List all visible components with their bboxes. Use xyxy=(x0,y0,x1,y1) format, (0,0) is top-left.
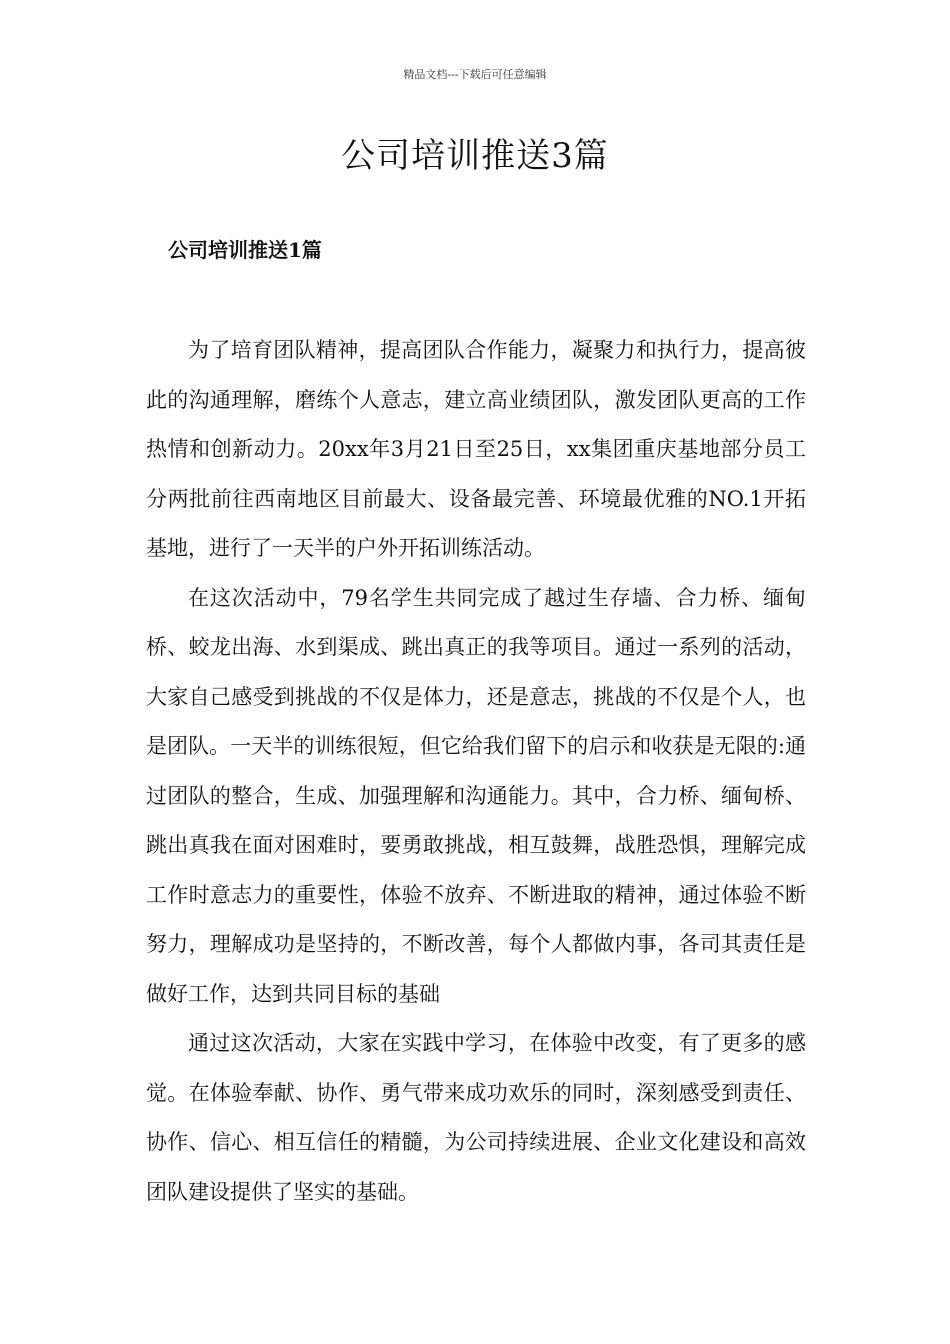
document-body xyxy=(146,326,806,1217)
body-paragraph: 在这次活动中，79名学生共同完成了越过生存墙、合力桥、缅甸桥、蛟龙出海、水到渠成、跳出真正的我等项目。通过一系列的活动，大家自己感受到挑战的不仅是体力，还是意志，挑战的不仅是个人，也是团队。一天半的训练很短，但它给我们留下的启示和收获是无限的:通过团队的整合，生成、加强理解和沟通能力。其中，合力桥、缅甸桥、跳出真我在面对困难时，要勇敢挑战，相互鼓舞，战胜恐惧，理解完成工作时意志力的重要性，体验不放弃、不断进取的精神，通过体验不断努力，理解成功是坚持的，不断改善，每个人都做内事，各司其责任是做好工作，达到共同目标的基础 xyxy=(146,585,806,1006)
document-title: 公司培训推送3篇 xyxy=(341,136,609,176)
body-paragraph: 为了培育团队精神，提高团队合作能力，凝聚力和执行力，提高彼此的沟通理解，磨练个人意志，建立高业绩团队，激发团队更高的工作热情和创新动力。20xx年3月21日至25日，xx集团重庆基地部分员工分两批前往西南地区目前最大、设备最完善、环境最优雅的NO.1开拓基地，进行了一天半的户外开拓训练活动。 xyxy=(146,338,806,560)
header-note: 精品文档---下载后可任意编辑 xyxy=(403,68,547,81)
body-paragraph: 通过这次活动，大家在实践中学习，在体验中改变，有了更多的感觉。在体验奉献、协作、勇气带来成功欢乐的同时，深刻感受到责任、协作、信心、相互信任的精髓，为公司持续进展、企业文化建设和高效团队建设提供了坚实的基础。 xyxy=(146,1031,806,1204)
section-subheading: 公司培训推送1篇 xyxy=(168,238,322,262)
